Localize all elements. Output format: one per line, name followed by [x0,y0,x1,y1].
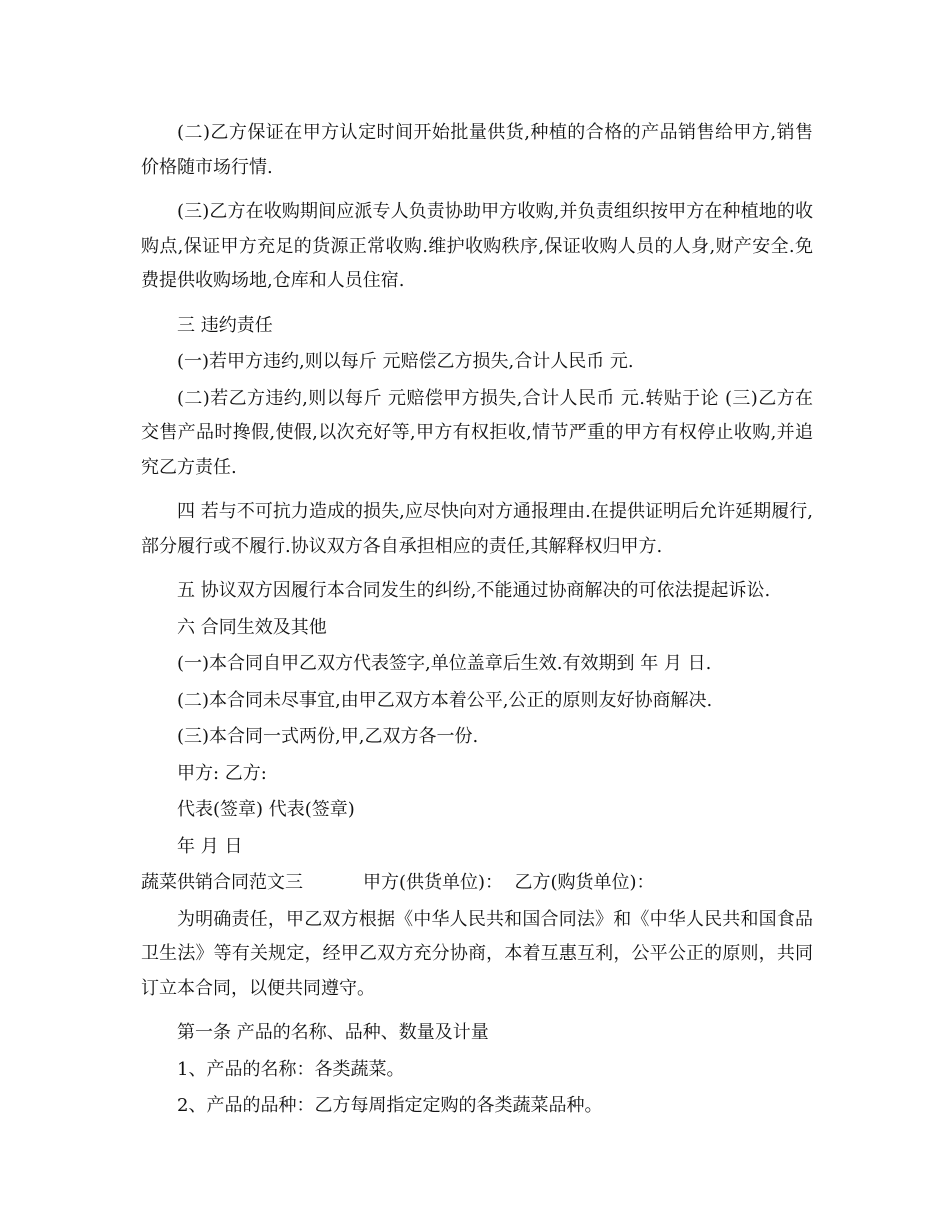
section-heading-effectiveness: 六 合同生效及其他 [177,616,327,638]
paragraph-copies: (三)本合同一式两份,甲,乙双方各一份. [177,726,479,747]
signature-parties: 甲方: 乙方: [177,762,267,784]
paragraph-preamble: 为明确责任，甲乙双方根据《中华人民共和国合同法》和《中华人民共和国食品卫生法》等有关规定，经甲乙双方充分协商，本着互惠互利，公平公正的原则，共同订立本合同，以便共同遵守。 [141,908,813,999]
list-item-product-variety: 2、产品的品种：乙方每周指定定购的各类蔬菜品种。 [177,1095,603,1116]
paragraph-disputes: 五 协议双方因履行本合同发生的纠纷,不能通过协商解决的可依法提起诉讼. [177,580,771,601]
paragraph-unresolved-matters: (二)本合同未尽事宜,由甲乙双方本着公平,公正的原则友好协商解决. [177,689,713,711]
article-one-heading: 第一条 产品的名称、品种、数量及计量 [177,1022,489,1043]
paragraph-force-majeure: 四 若与不可抗力造成的损失,应尽快向对方通报理由.在提供证明后允许延期履行,部分履行或不履行.协议双方各自承担相应的责任,其解释权归甲方. [141,501,813,557]
signature-date: 年 月 日 [177,835,243,857]
paragraph-purchase-assistance: (三)乙方在收购期间应派专人负责协助甲方收购,并负责组织按甲方在种植地的收购点,保证甲方充足的货源正常收购.维护收购秩序,保证收购人员的人身,财产安全.免费提供收购场地,仓库和人员住宿. [141,201,813,291]
paragraph-effective-date: (一)本合同自甲乙双方代表签字,单位盖章后生效.有效期到 年 月 日. [177,653,712,674]
list-item-product-name: 1、产品的名称：各类蔬菜。 [177,1058,405,1080]
party-a-label: 甲方(供货单位)： [363,872,504,893]
paragraph-party-b-breach: (二)若乙方违约,则以每斤 元赔偿甲方损失,合计人民币 元.转贴于论 (三)乙方在交售产品时搀假,使假,以次充好等,甲方有权拒收,情节严重的甲方有权停止收购,并追究乙方责任. [141,387,813,478]
paragraph-party-a-breach: (一)若甲方违约,则以每斤 元赔偿乙方损失,合计人民币 元. [177,351,634,372]
signature-representatives: 代表(签章) 代表(签章) [177,799,355,820]
contract-title: 蔬菜供销合同范文三 [141,872,303,893]
section-heading-breach: 三 违约责任 [177,314,273,336]
paragraph-supply-guarantee: (二)乙方保证在甲方认定时间开始批量供货,种植的合格的产品销售给甲方,销售价格随市场行情. [141,122,813,178]
party-b-label: 乙方(购货单位)： [514,872,655,893]
document-body [141,116,813,1126]
contract-heading-line [141,866,813,901]
